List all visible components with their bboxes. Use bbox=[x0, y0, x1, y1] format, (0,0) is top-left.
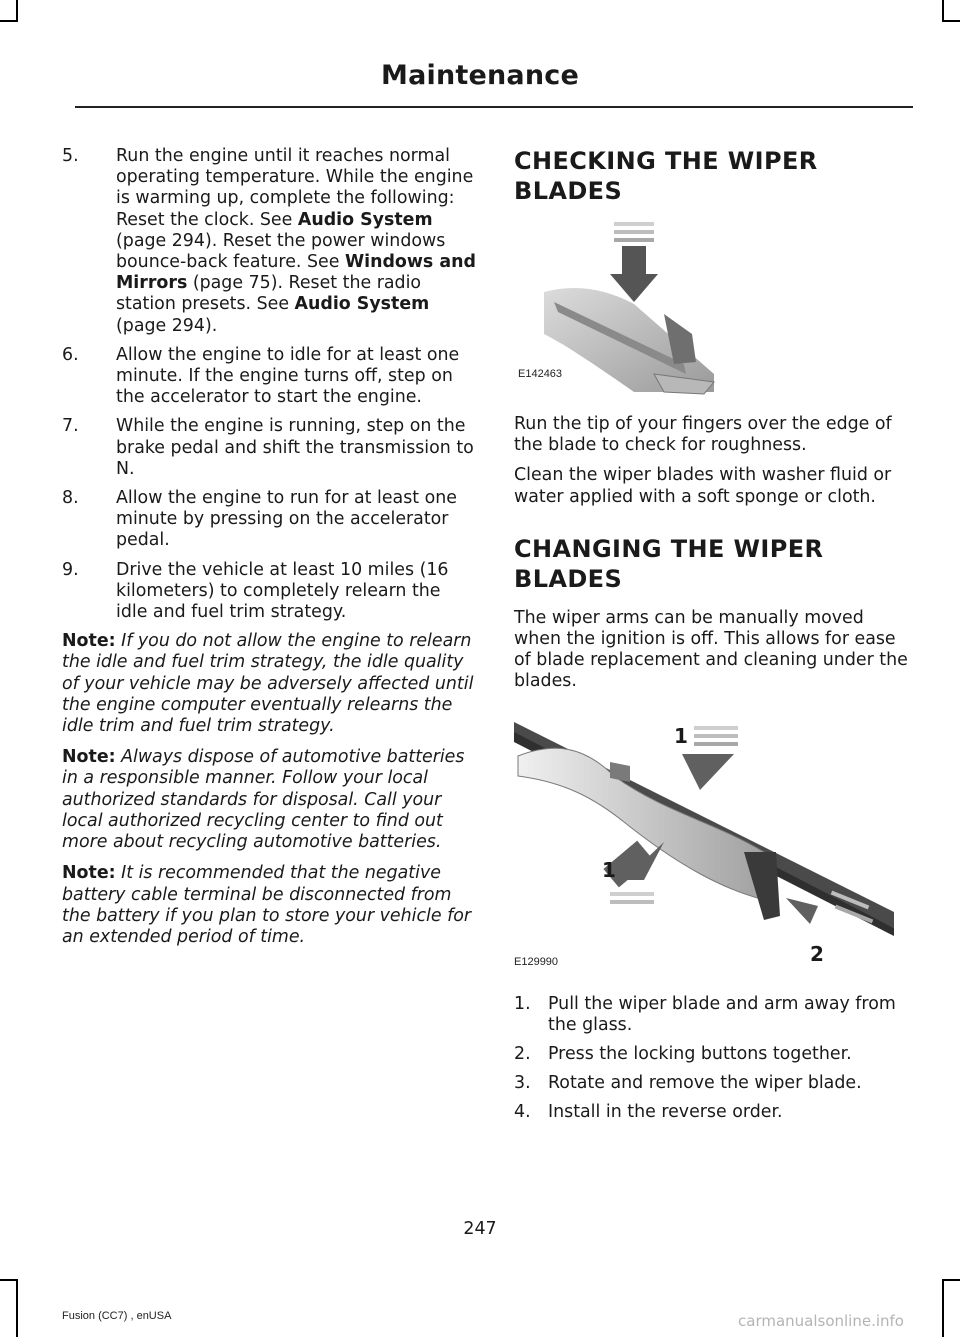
paragraph: Run the tip of your fingers over the edge of the blade to check for roughness. bbox=[514, 414, 892, 456]
section-heading-line: BLADES bbox=[514, 177, 623, 205]
cross-reference-link[interactable]: Windows and Mirrors bbox=[116, 252, 476, 294]
cross-reference-link[interactable]: Audio System bbox=[294, 294, 430, 315]
note bbox=[62, 631, 476, 737]
step-text: Drive the vehicle at least 10 miles (16 kilometers) to completely relearn the idle and fuel trim strategy. bbox=[116, 559, 449, 623]
list-item bbox=[514, 1102, 912, 1123]
footer-model: Fusion (CC7) , enUSA bbox=[62, 1310, 172, 1322]
step-number: 9. bbox=[62, 559, 79, 580]
list-item bbox=[62, 488, 476, 552]
crop-mark bbox=[0, 1279, 18, 1281]
step-number: 6. bbox=[62, 344, 79, 365]
note-text: If you do not allow the engine to relearn the idle and fuel trim strategy, the idle quality of your vehicle may be adversely affected until the engine computer eventually relearns the idle trim and fuel trim strategy. bbox=[62, 631, 474, 737]
section-heading-line: CHANGING THE WIPER bbox=[514, 534, 824, 563]
crop-mark bbox=[16, 1279, 18, 1337]
step-text: Run the engine until it reaches normal operating temperature. While the engine is warming up, complete the following: Reset the clock. See bbox=[116, 146, 474, 230]
list-item bbox=[514, 1044, 912, 1065]
note-text: Always dispose of automotive batteries in a responsible manner. Follow your local authorized standards for disposal. Call your local authorized recycling center to find out more about recycling automotive batteries. bbox=[62, 747, 465, 853]
right-column bbox=[514, 146, 912, 1132]
step-number: 2. bbox=[514, 1044, 531, 1065]
crop-mark bbox=[942, 1279, 960, 1281]
page-number: 247 bbox=[463, 1219, 497, 1239]
cross-reference-link[interactable]: Audio System bbox=[297, 209, 433, 230]
step-text: Pull the wiper blade and arm away from the glass. bbox=[548, 993, 896, 1035]
figure-code: E129990 bbox=[514, 955, 559, 968]
list-item bbox=[514, 994, 912, 1036]
step-text: Allow the engine to idle for at least one minute. If the engine turns off, step on the accelerator to start the engine. bbox=[116, 344, 460, 408]
crop-mark bbox=[942, 0, 944, 22]
list-item bbox=[62, 416, 476, 480]
left-column bbox=[62, 146, 476, 958]
step-number: 4. bbox=[514, 1102, 531, 1123]
step-number: 5. bbox=[62, 146, 79, 166]
step-text: Install in the reverse order. bbox=[548, 1102, 783, 1123]
step-number: 8. bbox=[62, 488, 79, 509]
list-item bbox=[62, 345, 476, 409]
step-text: Press the locking buttons together. bbox=[548, 1044, 852, 1065]
crop-mark bbox=[16, 0, 18, 22]
section-heading bbox=[514, 176, 912, 206]
section-heading bbox=[514, 564, 912, 594]
note bbox=[62, 863, 476, 948]
paragraph: Clean the wiper blades with washer fluid or water applied with a soft sponge or cloth. bbox=[514, 465, 892, 507]
step-number: 3. bbox=[514, 1073, 531, 1094]
step-number: 7. bbox=[62, 416, 79, 437]
section-heading bbox=[514, 534, 912, 564]
note-label: Note: bbox=[62, 631, 116, 652]
callout-label: 2 bbox=[810, 941, 824, 966]
wiper-locking-button-illustration bbox=[514, 702, 894, 970]
section-heading bbox=[514, 146, 912, 176]
section-heading-line: CHECKING THE WIPER bbox=[514, 147, 818, 175]
step-text: Rotate and remove the wiper blade. bbox=[548, 1073, 862, 1094]
step-number: 1. bbox=[514, 993, 531, 1014]
watermark: carmanualsonline.info bbox=[738, 1312, 904, 1330]
note bbox=[62, 747, 476, 853]
figure-code: E142463 bbox=[518, 368, 563, 380]
crop-mark bbox=[942, 1279, 944, 1337]
crop-mark bbox=[0, 20, 18, 22]
header-divider bbox=[75, 106, 913, 108]
callout-label: 1 bbox=[674, 723, 688, 748]
wiper-blade-figure bbox=[514, 214, 724, 396]
step-text: (page 75). Reset the radio station presets. See bbox=[116, 273, 422, 315]
note-label: Note: bbox=[62, 863, 116, 884]
step-list bbox=[514, 994, 912, 1124]
paragraph: The wiper arms can be manually moved when the ignition is off. This allows for ease of blade replacement and cleaning under the blades. bbox=[514, 607, 908, 692]
note-label: Note: bbox=[62, 747, 116, 768]
page-title: Maintenance bbox=[381, 60, 579, 91]
step-text: While the engine is running, step on the brake pedal and shift the transmission to N. bbox=[116, 416, 474, 479]
step-text: Allow the engine to run for at least one minute by pressing on the accelerator pedal. bbox=[116, 488, 457, 551]
list-item bbox=[514, 1073, 912, 1094]
step-text: (page 294). bbox=[116, 315, 218, 336]
step-text: (page 294). Reset the power windows bounce-back feature. See bbox=[116, 230, 446, 273]
note-text: It is recommended that the negative battery cable terminal be disconnected from the battery if you plan to store your vehicle for an extended period of time. bbox=[62, 863, 472, 947]
crop-mark bbox=[942, 20, 960, 22]
list-item bbox=[62, 146, 476, 337]
list-item bbox=[62, 560, 476, 624]
callout-label: 1 bbox=[602, 857, 616, 882]
wiper-replacement-figure bbox=[514, 702, 894, 970]
section-heading-line: BLADES bbox=[514, 564, 623, 593]
